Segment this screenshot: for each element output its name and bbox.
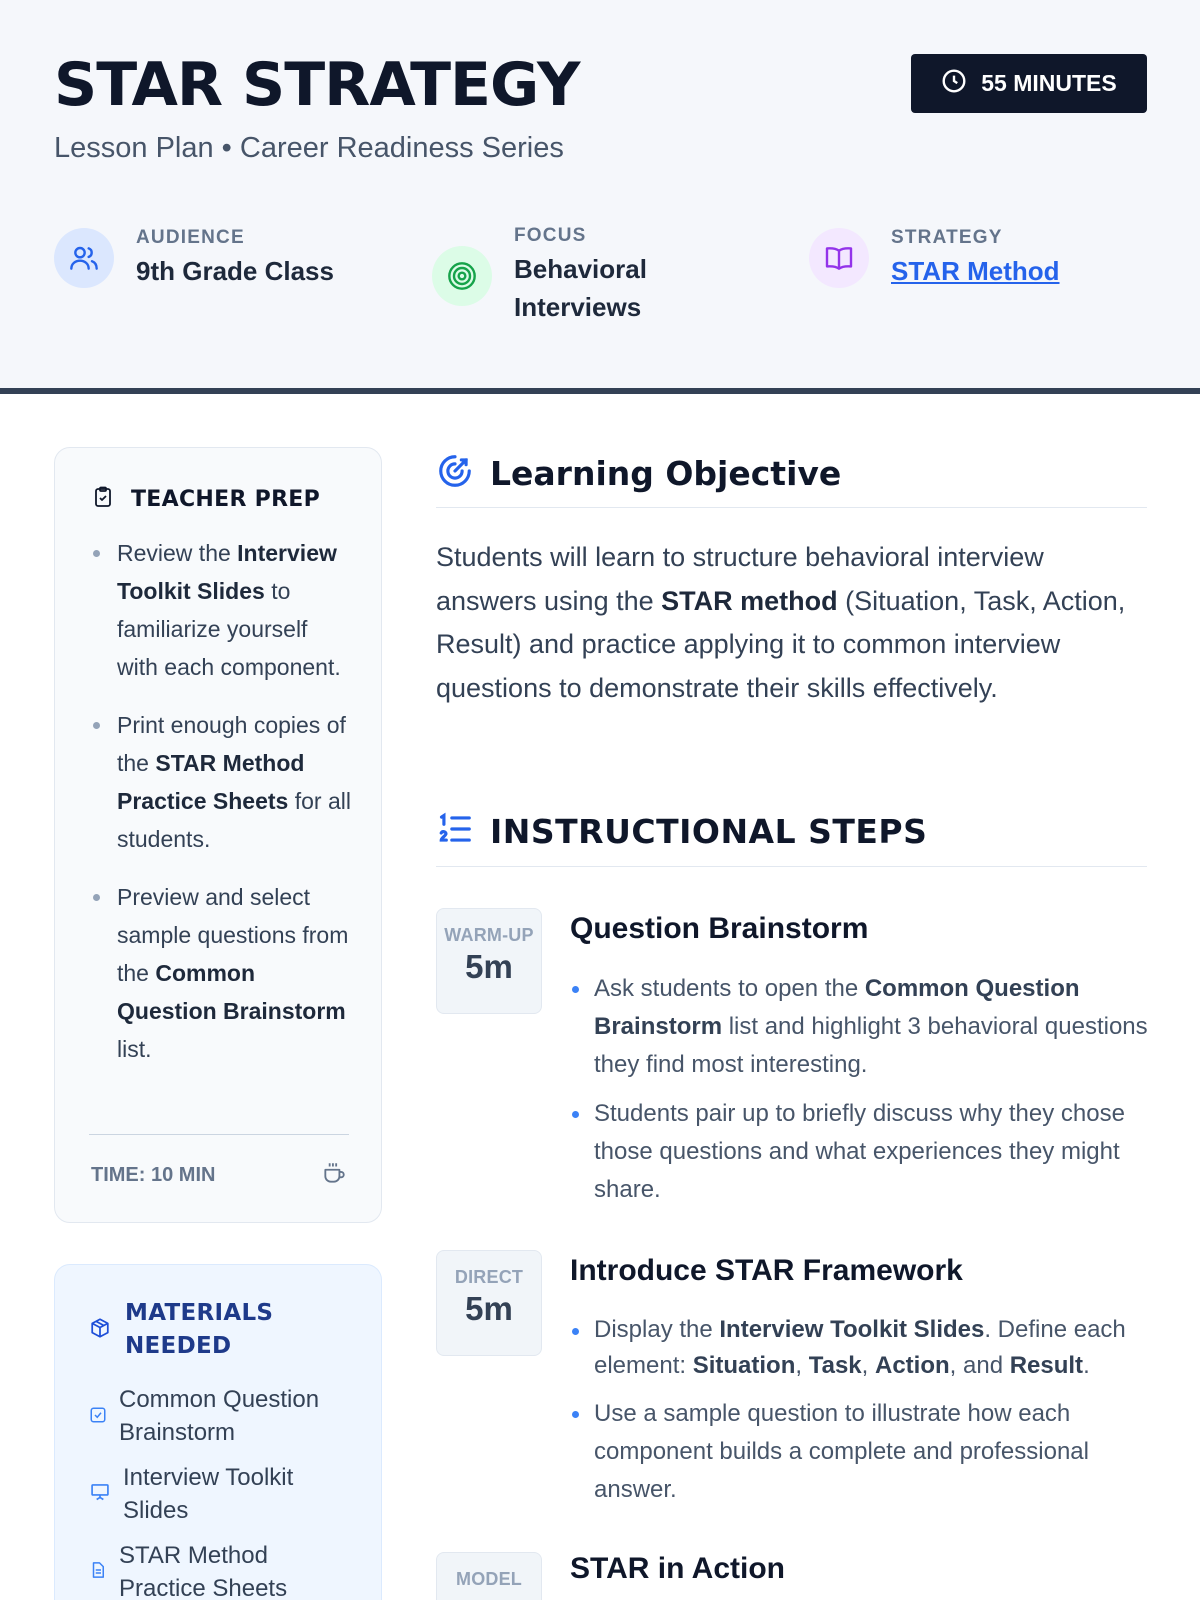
divider (436, 866, 1147, 867)
materials-card (54, 1264, 382, 1600)
coffee-cup-icon (321, 1160, 347, 1191)
meta-label: FOCUS (514, 225, 587, 246)
presentation-icon (89, 1478, 111, 1511)
step-warm-up (436, 908, 1147, 1208)
teacher-prep-header (91, 484, 320, 515)
book-open-icon (809, 228, 869, 288)
list-item: Preview and select sample questions from the Common Question Brainstorm list. (91, 878, 351, 1068)
list-item: Ask students to open the Common Question Brainstorm list and highlight 3 behavioral questions they find most interesting. (570, 970, 1150, 1084)
page-subtitle: Lesson Plan • Career Readiness Series (54, 132, 564, 164)
step-tag: MODEL (456, 1569, 522, 1589)
meta-value: 9th Grade Class (136, 255, 334, 286)
teacher-prep-title: TEACHER PREP (131, 487, 321, 512)
objective-text: Students will learn to structure behavioral interview answers using the STAR method (Situation, Task, Action, Result) and practice applying it to common interview questions to demonstrate their skills effectively. (436, 542, 1126, 703)
objective-title: Learning Objective (490, 454, 842, 493)
step-list (570, 970, 1150, 1220)
meta-label: AUDIENCE (136, 227, 245, 248)
numbered-list-icon (436, 810, 474, 853)
meta-value-line1: Behavioral (514, 253, 647, 284)
objective-header (436, 452, 841, 495)
meta-strategy (809, 226, 1060, 291)
step-badge (436, 908, 542, 1014)
meta-label: STRATEGY (891, 227, 1003, 248)
step-direct (436, 1250, 1147, 1520)
step-title: Question Brainstorm (570, 912, 869, 945)
step-tag: WARM-UP (444, 925, 534, 945)
materials-list (89, 1383, 359, 1600)
meta-value-line2: Interviews (514, 291, 642, 322)
clock-icon (941, 68, 967, 100)
materials-header (89, 1297, 273, 1363)
material-item: STAR Method Practice Sheets (89, 1539, 359, 1600)
list-item: Students pair up to briefly discuss why they chose those questions and what experiences they might share. (570, 1095, 1150, 1209)
meta-audience (54, 226, 334, 291)
list-item: Review the Interview Toolkit Slides to familiarize yourself with each component. (91, 534, 351, 686)
list-item: Display the Interview Toolkit Slides. Define each element: Situation, Task, Action, and Result. (570, 1312, 1150, 1384)
teacher-prep-card (54, 447, 382, 1223)
step-list (570, 1312, 1150, 1520)
document-icon (89, 1556, 107, 1589)
steps-header (436, 810, 927, 853)
steps-title: INSTRUCTIONAL STEPS (490, 812, 928, 851)
step-model (436, 1552, 1147, 1600)
strategy-link[interactable]: STAR Method (891, 255, 1060, 286)
page-title: STAR STRATEGY (54, 50, 580, 120)
list-item: Use a sample question to illustrate how each component builds a complete and professional answer. (570, 1395, 1150, 1509)
clipboard-check-icon (91, 484, 115, 515)
material-item: Common Question Brainstorm (89, 1383, 359, 1449)
duration-text: 55 MINUTES (981, 70, 1117, 96)
package-icon (89, 1317, 111, 1344)
prep-time: TIME: 10 MIN (91, 1164, 216, 1186)
divider (89, 1134, 349, 1135)
list-item: Print enough copies of the STAR Method Practice Sheets for all students. (91, 706, 351, 858)
step-minutes: 5m (465, 948, 513, 985)
step-title: STAR in Action (570, 1552, 785, 1585)
target-icon (432, 246, 492, 306)
step-title: Introduce STAR Framework (570, 1254, 963, 1287)
step-minutes: 5m (465, 1290, 513, 1327)
checklist-icon (89, 1400, 107, 1433)
step-badge (436, 1250, 542, 1356)
step-tag: DIRECT (454, 1267, 524, 1287)
duration-badge (911, 54, 1147, 113)
goal-icon (436, 452, 474, 495)
materials-title-line2: NEEDED (125, 1333, 232, 1359)
teacher-prep-list (91, 534, 351, 1088)
divider (436, 507, 1147, 508)
materials-title-line1: MATERIALS (125, 1300, 274, 1326)
users-icon (54, 228, 114, 288)
material-item: Interview Toolkit Slides (89, 1461, 359, 1527)
step-badge (436, 1552, 542, 1600)
meta-focus (432, 224, 647, 327)
lesson-header (0, 0, 1200, 394)
